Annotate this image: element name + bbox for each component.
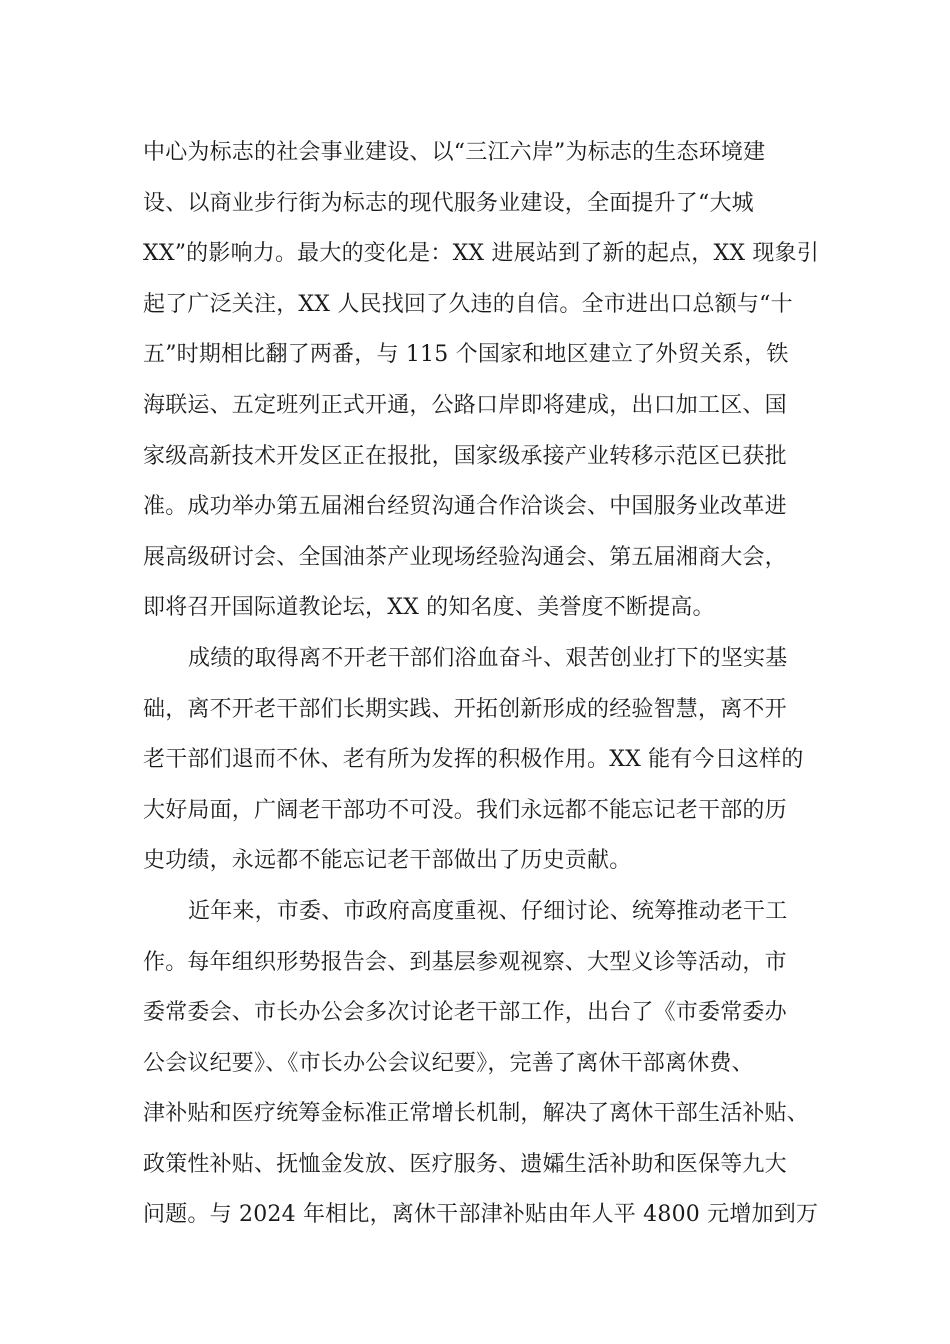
text-line: 大好局面，广阔老干部功不可没。我们永远都不能忘记老干部的历 — [143, 797, 787, 823]
text-line: 展高级研讨会、全国油茶产业现场经验沟通会、第五届湘商大会， — [143, 544, 787, 570]
paragraph-start-line: 近年来，市委、市政府高度重视、仔细讨论、统筹推动老干工 — [188, 898, 788, 924]
text-line: 起了广泛关注，XX 人民找回了久违的自信。全市进出口总额与“十 — [143, 291, 793, 317]
text-line: 问题。与 2024 年相比，离休干部津补贴由年人平 4800 元增加到万 — [143, 1202, 819, 1228]
text-line: 海联运、五定班列正式开通，公路口岸即将建成，出口加工区、国 — [143, 392, 787, 418]
text-line: 设、以商业步行街为标志的现代服务业建设，全面提升了“大城 — [143, 190, 754, 216]
text-line: XX”的影响力。最大的变化是：XX 进展站到了新的起点，XX 现象引 — [143, 241, 820, 267]
text-line: 委常委会、市长办公会多次讨论老干部工作，出台了《市委常委办 — [143, 1000, 787, 1026]
text-line: 作。每年组织形势报告会、到基层参观视察、大型义诊等活动，市 — [143, 949, 787, 975]
text-line: 准。成功举办第五届湘台经贸沟通合作洽谈会、中国服务业改革进 — [143, 494, 787, 520]
text-line: 中心为标志的社会事业建设、以“三江六岸”为标志的生态环境建 — [143, 140, 766, 165]
text-line: 公会议纪要》、《市长办公会议纪要》，完善了离休干部离休费、 — [143, 1050, 754, 1076]
text-line: 津补贴和医疗统筹金标准正常增长机制，解决了离休干部生活补贴、 — [143, 1101, 810, 1127]
paragraph-start-line: 成绩的取得离不开老干部们浴血奋斗、艰苦创业打下的坚实基 — [188, 645, 788, 671]
text-line: 即将召开国际道教论坛，XX 的知名度、美誉度不断提高。 — [143, 595, 715, 621]
text-line: 史功绩，永远都不能忘记老干部做出了历史贡献。 — [143, 848, 632, 874]
text-line: 老干部们退而不休、老有所为发挥的积极作用。XX 能有今日这样的 — [143, 747, 804, 773]
body-text — [143, 128, 823, 1241]
text-line: 五”时期相比翻了两番，与 115 个国家和地区建立了外贸关系，铁 — [143, 342, 789, 368]
text-line: 政策性补贴、抚恤金发放、医疗服务、遗孀生活补助和医保等九大 — [143, 1151, 787, 1177]
text-line: 家级高新技术开发区正在报批，国家级承接产业转移示范区已获批 — [143, 443, 787, 469]
text-line: 础，离不开老干部们长期实践、开拓创新形成的经验智慧，离不开 — [143, 696, 787, 722]
